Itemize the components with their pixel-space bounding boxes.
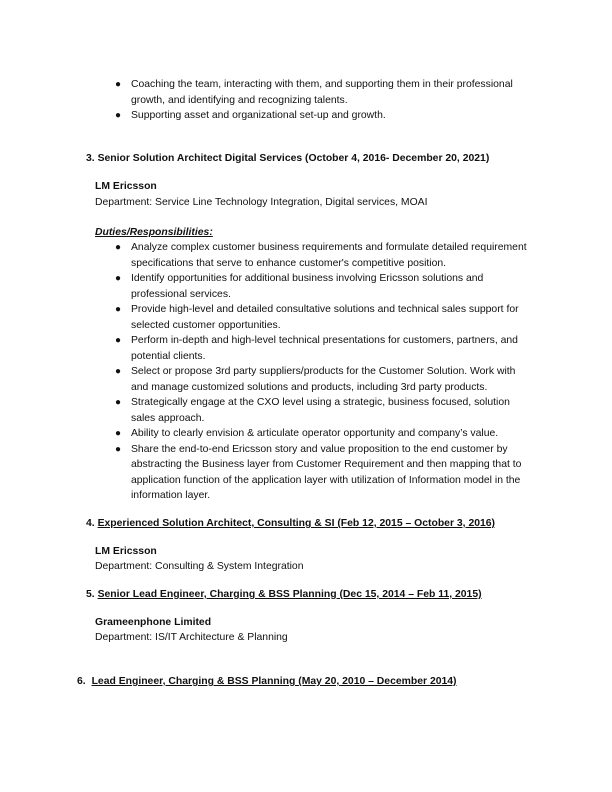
bullet-text: Strategically engage at the CXO level using a strategic, business focused, solution sales approach. bbox=[131, 397, 510, 424]
list-item bbox=[0, 442, 531, 504]
list-item bbox=[0, 426, 531, 442]
bullet-icon: ● bbox=[115, 335, 122, 346]
company-name: LM Ericsson bbox=[95, 546, 157, 557]
bullet-icon: ● bbox=[115, 79, 122, 90]
bullet-icon: ● bbox=[115, 242, 122, 253]
list-item bbox=[0, 271, 531, 302]
list-item bbox=[0, 302, 531, 333]
job-number: 4. bbox=[86, 518, 95, 529]
previous-role-bullets bbox=[0, 77, 531, 124]
job-title: Lead Engineer, Charging & BSS Planning (May 20, 2010 – December 2014) bbox=[91, 676, 457, 687]
company-name: Grameenphone Limited bbox=[95, 617, 212, 628]
bullet-text: Analyze complex customer business requirements and formulate detailed requirement specifications that serve to enhance customer's competitive position. bbox=[131, 242, 527, 269]
bullet-icon: ● bbox=[115, 443, 122, 455]
company-name: LM Ericsson bbox=[95, 181, 157, 192]
bullet-text: Provide high-level and detailed consultative solutions and technical sales support for selected customer opportunities. bbox=[131, 304, 519, 331]
bullet-text: Identify opportunities for additional business involving Ericsson solutions and professional services. bbox=[131, 273, 484, 300]
bullet-text: Perform in-depth and high-level technical presentations for customers, partners, and potential clients. bbox=[131, 335, 518, 362]
department: Department: Consulting & System Integration bbox=[95, 561, 304, 572]
job-heading-6 bbox=[77, 674, 457, 690]
bullet-icon: ● bbox=[115, 304, 122, 315]
job-title: Senior Solution Architect Digital Services (October 4, 2016- December 20, 2021) bbox=[97, 153, 490, 164]
list-item bbox=[0, 77, 531, 108]
bullet-icon: ● bbox=[115, 428, 122, 439]
bullet-text: Supporting asset and organizational set-up and growth. bbox=[131, 110, 386, 121]
duties-label: Duties/Responsibilities: bbox=[95, 227, 213, 238]
job-heading-4 bbox=[86, 516, 495, 532]
list-item bbox=[0, 333, 531, 364]
job-heading-3 bbox=[86, 151, 489, 167]
job-title: Senior Lead Engineer, Charging & BSS Planning (Dec 15, 2014 – Feb 11, 2015) bbox=[97, 589, 482, 600]
list-item bbox=[0, 108, 531, 124]
bullet-icon: ● bbox=[115, 397, 122, 408]
bullet-text: Coaching the team, interacting with them, and supporting them in their professional growth, and identifying and recognizing talents. bbox=[131, 79, 513, 106]
job-number: 6. bbox=[77, 676, 86, 687]
department: Department: Service Line Technology Integration, Digital services, MOAI bbox=[95, 197, 428, 208]
list-item bbox=[0, 395, 531, 426]
bullet-icon: ● bbox=[115, 110, 122, 121]
department: Department: IS/IT Architecture & Planning bbox=[95, 632, 288, 643]
job-heading-5 bbox=[86, 587, 482, 603]
bullet-icon: ● bbox=[115, 366, 122, 377]
list-item bbox=[0, 240, 531, 271]
bullet-text: Share the end-to-end Ericsson story and value proposition to the end customer by abstracting the Business layer from Customer Requirement and then mapping that to application function of the application layer with utilization of Information model in the information layer. bbox=[131, 443, 522, 501]
bullet-icon: ● bbox=[115, 273, 122, 284]
duties-list bbox=[0, 240, 531, 504]
bullet-text: Ability to clearly envision & articulate operator opportunity and company’s value. bbox=[131, 428, 499, 439]
job-number: 3. bbox=[86, 153, 95, 164]
job-number: 5. bbox=[86, 589, 95, 600]
bullet-text: Select or propose 3rd party suppliers/products for the Customer Solution. Work with and manage customized solutions and products, including 3rd party products. bbox=[131, 366, 516, 393]
job-title: Experienced Solution Architect, Consulting & SI (Feb 12, 2015 – October 3, 2016) bbox=[97, 518, 496, 529]
list-item bbox=[0, 364, 531, 395]
